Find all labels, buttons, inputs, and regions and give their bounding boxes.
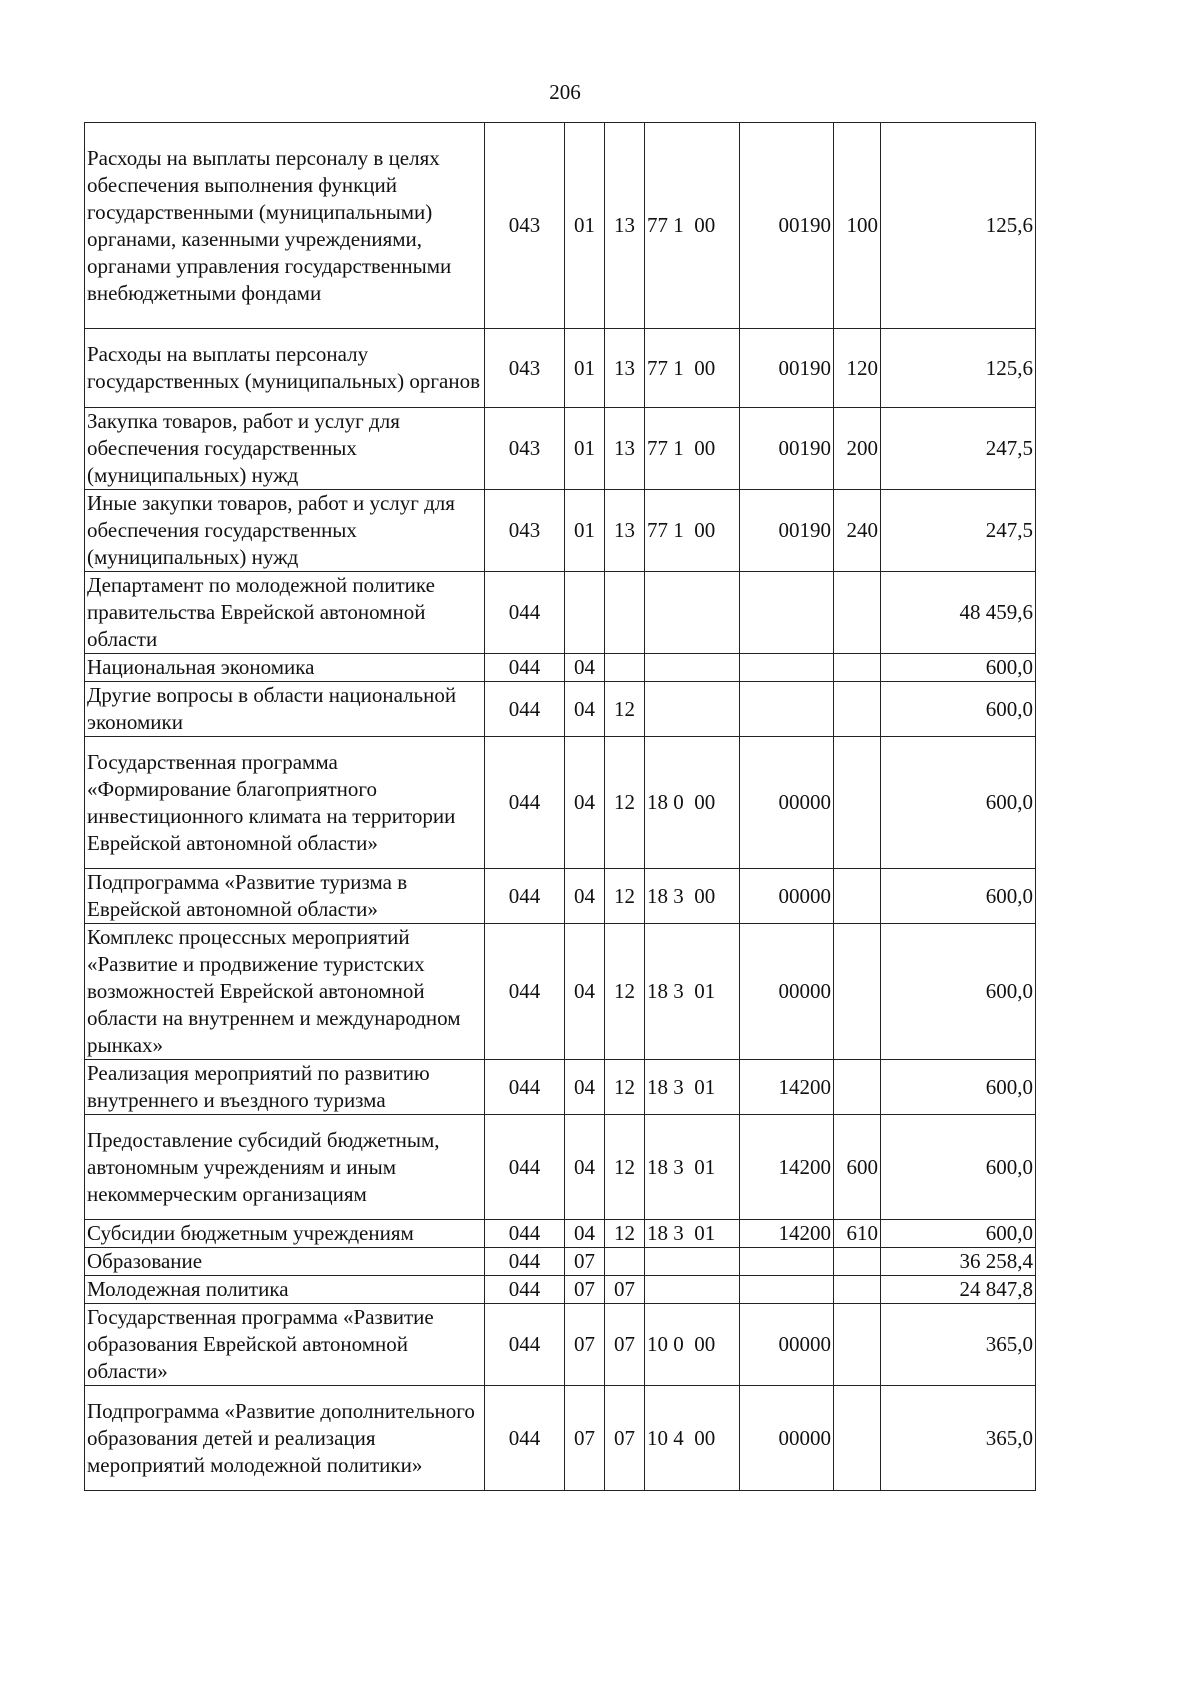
row-subsection-cell: 13: [605, 329, 645, 408]
row-target-cell: [740, 1248, 834, 1276]
row-amount-cell: 247,5: [881, 408, 1036, 490]
row-subsection-cell: 12: [605, 1060, 645, 1115]
row-expense-type-cell: 200: [834, 408, 881, 490]
row-name-cell: Реализация мероприятий по развитию внутреннего и въездного туризма: [85, 1060, 485, 1115]
row-program-cell: 18 3 01: [645, 1115, 740, 1220]
row-section-cell: 07: [565, 1276, 605, 1304]
page-number: 206: [549, 80, 581, 104]
row-amount-cell: 600,0: [881, 654, 1036, 682]
row-section-cell: 07: [565, 1304, 605, 1386]
budget-table: [84, 122, 1036, 1491]
row-section-cell: 04: [565, 924, 605, 1060]
row-program-cell: 10 4 00: [645, 1386, 740, 1491]
row-grbs-cell: 043: [485, 408, 565, 490]
row-subsection-cell: 13: [605, 123, 645, 329]
row-name-cell: Другие вопросы в области национальной экономики: [85, 682, 485, 737]
row-expense-type-cell: [834, 1386, 881, 1491]
row-target-cell: 00000: [740, 1386, 834, 1491]
row-subsection-cell: 13: [605, 408, 645, 490]
row-amount-cell: 48 459,6: [881, 572, 1036, 654]
row-target-cell: [740, 1276, 834, 1304]
row-section-cell: 04: [565, 1220, 605, 1248]
row-subsection-cell: 07: [605, 1304, 645, 1386]
row-section-cell: 07: [565, 1386, 605, 1491]
row-name-cell: Департамент по молодежной политике правительства Еврейской автономной области: [85, 572, 485, 654]
row-amount-cell: 600,0: [881, 869, 1036, 924]
row-subsection-cell: 12: [605, 1220, 645, 1248]
row-section-cell: 04: [565, 682, 605, 737]
row-name-cell: Комплекс процессных мероприятий «Развитие и продвижение туристских возможностей Еврейской автономной области на внутреннем и международном рынках»: [85, 924, 485, 1060]
row-grbs-cell: 043: [485, 123, 565, 329]
table-row: [85, 1220, 1036, 1248]
table-row: [85, 490, 1036, 572]
row-program-cell: [645, 1248, 740, 1276]
row-expense-type-cell: 610: [834, 1220, 881, 1248]
row-expense-type-cell: [834, 1276, 881, 1304]
row-name-cell: Образование: [85, 1248, 485, 1276]
row-name-cell: Расходы на выплаты персоналу государственных (муниципальных) органов: [85, 329, 485, 408]
row-subsection-cell: 12: [605, 737, 645, 869]
row-grbs-cell: 044: [485, 1060, 565, 1115]
budget-table-body: [85, 123, 1036, 1491]
row-amount-cell: 125,6: [881, 329, 1036, 408]
row-program-cell: 18 3 01: [645, 1220, 740, 1248]
row-section-cell: 04: [565, 1060, 605, 1115]
row-name-cell: Подпрограмма «Развитие туризма в Еврейской автономной области»: [85, 869, 485, 924]
row-subsection-cell: [605, 1248, 645, 1276]
row-amount-cell: 36 258,4: [881, 1248, 1036, 1276]
row-section-cell: 01: [565, 490, 605, 572]
row-expense-type-cell: [834, 869, 881, 924]
row-amount-cell: 365,0: [881, 1386, 1036, 1491]
row-section-cell: 04: [565, 1115, 605, 1220]
row-amount-cell: 600,0: [881, 1060, 1036, 1115]
table-row: [85, 1248, 1036, 1276]
row-amount-cell: 24 847,8: [881, 1276, 1036, 1304]
row-grbs-cell: 043: [485, 329, 565, 408]
row-expense-type-cell: [834, 1248, 881, 1276]
table-row: [85, 1060, 1036, 1115]
table-row: [85, 737, 1036, 869]
row-grbs-cell: 043: [485, 490, 565, 572]
row-subsection-cell: 13: [605, 490, 645, 572]
row-expense-type-cell: [834, 572, 881, 654]
table-row: [85, 408, 1036, 490]
row-target-cell: 00190: [740, 123, 834, 329]
row-program-cell: [645, 654, 740, 682]
row-expense-type-cell: 120: [834, 329, 881, 408]
row-section-cell: 04: [565, 654, 605, 682]
row-target-cell: 14200: [740, 1060, 834, 1115]
row-target-cell: 00000: [740, 924, 834, 1060]
row-subsection-cell: 07: [605, 1276, 645, 1304]
row-amount-cell: 600,0: [881, 924, 1036, 1060]
row-grbs-cell: 044: [485, 1304, 565, 1386]
row-grbs-cell: 044: [485, 1386, 565, 1491]
row-expense-type-cell: 240: [834, 490, 881, 572]
row-target-cell: 00000: [740, 737, 834, 869]
row-name-cell: Расходы на выплаты персоналу в целях обеспечения выполнения функций государственными (муниципальными) органами, казенными учреждениями, органами управления государственными внебюджетными фондами: [85, 123, 485, 329]
row-target-cell: 00190: [740, 408, 834, 490]
row-section-cell: 07: [565, 1248, 605, 1276]
row-name-cell: Молодежная политика: [85, 1276, 485, 1304]
row-name-cell: Субсидии бюджетным учреждениям: [85, 1220, 485, 1248]
table-row: [85, 572, 1036, 654]
row-target-cell: 00000: [740, 1304, 834, 1386]
row-program-cell: 77 1 00: [645, 123, 740, 329]
row-name-cell: Национальная экономика: [85, 654, 485, 682]
row-name-cell: Государственная программа «Формирование благоприятного инвестиционного климата на территории Еврейской автономной области»: [85, 737, 485, 869]
row-section-cell: 01: [565, 123, 605, 329]
row-expense-type-cell: [834, 737, 881, 869]
row-target-cell: 00190: [740, 490, 834, 572]
row-program-cell: 77 1 00: [645, 490, 740, 572]
row-program-cell: 18 3 00: [645, 869, 740, 924]
row-amount-cell: 600,0: [881, 1220, 1036, 1248]
row-program-cell: 18 3 01: [645, 1060, 740, 1115]
row-subsection-cell: 12: [605, 869, 645, 924]
row-name-cell: Предоставление субсидий бюджетным, автономным учреждениям и иным некоммерческим организациям: [85, 1115, 485, 1220]
table-row: [85, 924, 1036, 1060]
row-amount-cell: 600,0: [881, 1115, 1036, 1220]
row-amount-cell: 600,0: [881, 682, 1036, 737]
row-target-cell: [740, 572, 834, 654]
row-grbs-cell: 044: [485, 1276, 565, 1304]
row-grbs-cell: 044: [485, 1115, 565, 1220]
row-amount-cell: 247,5: [881, 490, 1036, 572]
row-expense-type-cell: [834, 682, 881, 737]
row-expense-type-cell: [834, 924, 881, 1060]
row-program-cell: 77 1 00: [645, 408, 740, 490]
row-subsection-cell: 07: [605, 1386, 645, 1491]
row-subsection-cell: 12: [605, 1115, 645, 1220]
row-target-cell: 14200: [740, 1220, 834, 1248]
row-target-cell: [740, 654, 834, 682]
table-row: [85, 1304, 1036, 1386]
row-subsection-cell: [605, 654, 645, 682]
row-name-cell: Подпрограмма «Развитие дополнительного образования детей и реализация мероприятий молодежной политики»: [85, 1386, 485, 1491]
table-row: [85, 123, 1036, 329]
row-amount-cell: 365,0: [881, 1304, 1036, 1386]
row-grbs-cell: 044: [485, 924, 565, 1060]
row-subsection-cell: [605, 572, 645, 654]
row-expense-type-cell: 600: [834, 1115, 881, 1220]
table-row: [85, 654, 1036, 682]
row-subsection-cell: 12: [605, 924, 645, 1060]
table-row: [85, 682, 1036, 737]
row-target-cell: [740, 682, 834, 737]
table-row: [85, 1386, 1036, 1491]
row-expense-type-cell: [834, 1304, 881, 1386]
row-grbs-cell: 044: [485, 869, 565, 924]
row-name-cell: Государственная программа «Развитие образования Еврейской автономной области»: [85, 1304, 485, 1386]
row-target-cell: 00190: [740, 329, 834, 408]
row-name-cell: Иные закупки товаров, работ и услуг для обеспечения государственных (муниципальных) нужд: [85, 490, 485, 572]
table-row: [85, 869, 1036, 924]
row-name-cell: Закупка товаров, работ и услуг для обеспечения государственных (муниципальных) нужд: [85, 408, 485, 490]
row-section-cell: [565, 572, 605, 654]
row-section-cell: 01: [565, 408, 605, 490]
row-amount-cell: 600,0: [881, 737, 1036, 869]
row-section-cell: 04: [565, 737, 605, 869]
row-grbs-cell: 044: [485, 682, 565, 737]
row-grbs-cell: 044: [485, 737, 565, 869]
row-program-cell: 10 0 00: [645, 1304, 740, 1386]
row-section-cell: 01: [565, 329, 605, 408]
row-program-cell: 18 3 01: [645, 924, 740, 1060]
row-grbs-cell: 044: [485, 1220, 565, 1248]
row-program-cell: 77 1 00: [645, 329, 740, 408]
row-amount-cell: 125,6: [881, 123, 1036, 329]
row-subsection-cell: 12: [605, 682, 645, 737]
row-program-cell: [645, 1276, 740, 1304]
row-expense-type-cell: 100: [834, 123, 881, 329]
row-expense-type-cell: [834, 1060, 881, 1115]
row-grbs-cell: 044: [485, 654, 565, 682]
table-row: [85, 1115, 1036, 1220]
row-target-cell: 14200: [740, 1115, 834, 1220]
table-row: [85, 1276, 1036, 1304]
row-expense-type-cell: [834, 654, 881, 682]
row-section-cell: 04: [565, 869, 605, 924]
table-row: [85, 329, 1036, 408]
row-grbs-cell: 044: [485, 572, 565, 654]
row-program-cell: 18 0 00: [645, 737, 740, 869]
row-grbs-cell: 044: [485, 1248, 565, 1276]
row-program-cell: [645, 682, 740, 737]
row-target-cell: 00000: [740, 869, 834, 924]
row-program-cell: [645, 572, 740, 654]
